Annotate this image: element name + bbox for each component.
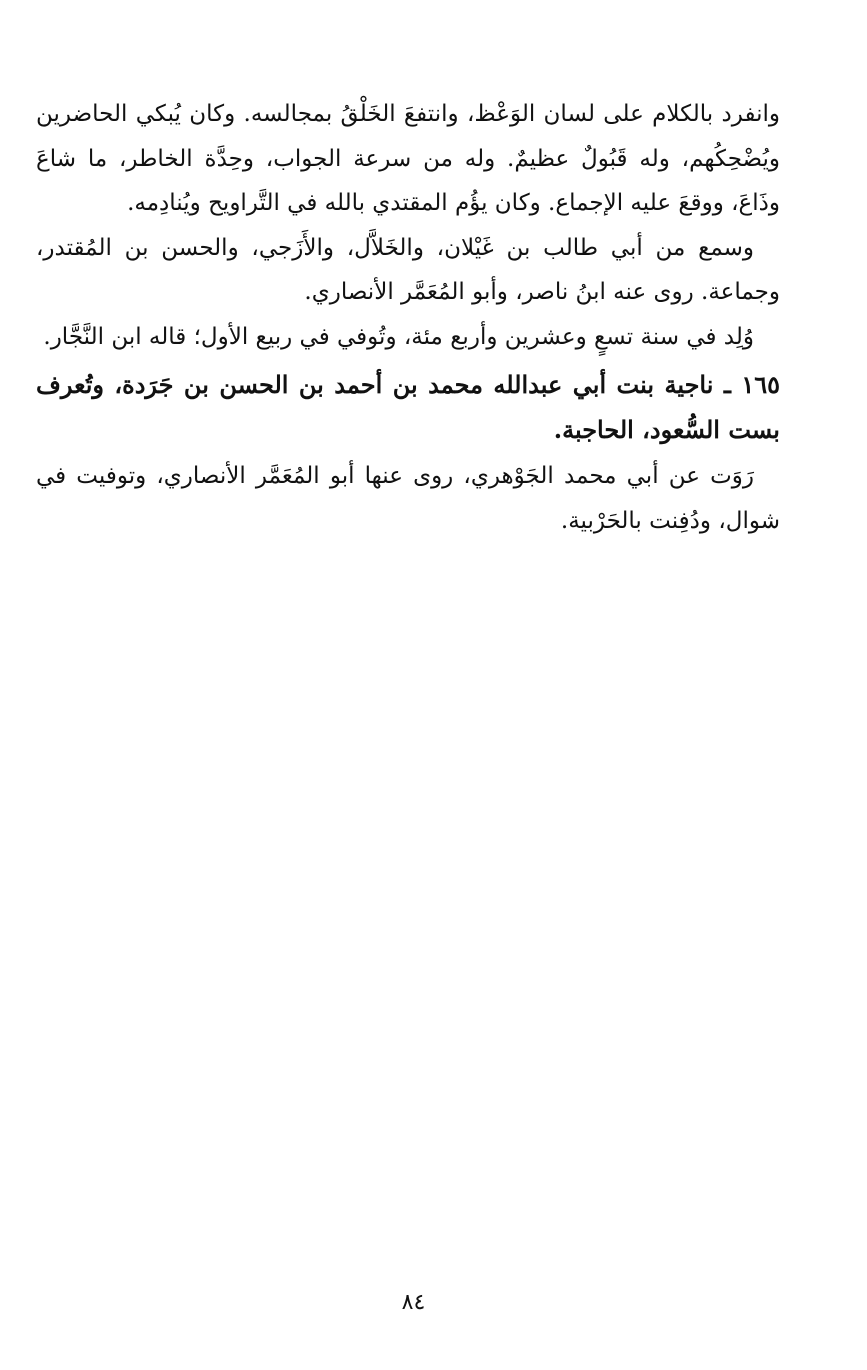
paragraph-biography: وانفرد بالكلام على لسان الوَعْظ، وانتفعَ الخَلْقُ بمجالسه. وكان يُبكي الحاضرين ويُضْحِكُهم، وله قَبُولٌ عظيمٌ. وله من سرعة الجواب، وحِدَّة الخاطر، ما شاعَ وذَاعَ، ووقعَ عليه الإجماع. وكان يؤُم المقتدي بالله في التَّراويح ويُنادِمه. bbox=[36, 101, 780, 216]
text-block bbox=[36, 92, 780, 543]
paragraph-teachers: وسمع من أبي طالب بن غَيْلان، والخَلاَّل، والأَزَجي، والحسن بن المُقتدر، وجماعة. روى عنه ابنُ ناصر، وأبو المُعَمَّر الأنصاري. bbox=[36, 234, 780, 305]
entry-heading: ١٦٥ ـ ناجية بنت أبي عبدالله محمد بن أحمد بن الحسن بن جَرَدة، وتُعرف بست السُّعود، الحاجبة. bbox=[36, 370, 780, 444]
paragraph-birth-death: وُلِد في سنة تسعٍ وعشرين وأربع مئة، وتُوفي في ربيع الأول؛ قاله ابن النَّجَّار. bbox=[43, 323, 754, 350]
paragraph-entry-body: رَوَت عن أبي محمد الجَوْهري، روى عنها أبو المُعَمَّر الأنصاري، وتوفيت في شوال، ودُفِنت بالحَرْبية. bbox=[36, 463, 780, 534]
page-number: ٨٤ bbox=[401, 1290, 426, 1315]
